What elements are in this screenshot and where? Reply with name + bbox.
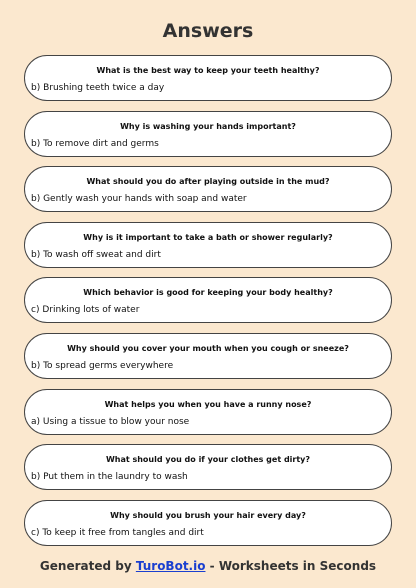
answer-card xyxy=(24,222,392,268)
answer-text: b) Brushing teeth twice a day xyxy=(31,83,165,93)
question-text: Why should you cover your mouth when you cough or sneeze? xyxy=(67,343,349,353)
answers-list xyxy=(24,55,392,555)
question-text: Why should you brush your hair every day? xyxy=(110,510,306,520)
answer-text: b) Put them in the laundry to wash xyxy=(31,472,188,483)
answer-text: c) Drinking lots of water xyxy=(31,305,140,316)
answer-card xyxy=(24,500,392,546)
answer-text: c) To keep it free from tangles and dirt xyxy=(31,527,204,538)
question-text: Which behavior is good for keeping your body healthy? xyxy=(83,288,333,298)
question-text: Why is washing your hands important? xyxy=(120,121,296,131)
question-text: What helps you when you have a runny nose? xyxy=(104,399,312,409)
question-text: What should you do after playing outside in the mud? xyxy=(86,177,330,187)
answer-card xyxy=(24,444,392,490)
footer xyxy=(0,559,416,573)
answer-card xyxy=(24,389,392,435)
question-text: What should you do if your clothes get dirty? xyxy=(105,455,311,465)
footer-suffix: - Worksheets in Seconds xyxy=(209,559,377,573)
answer-text: b) To spread germs everywhere xyxy=(31,360,174,371)
question-text: What is the best way to keep your teeth healthy? xyxy=(96,66,320,75)
page-title: Answers xyxy=(162,20,254,42)
answer-card xyxy=(24,55,392,101)
answer-card xyxy=(24,166,392,212)
answer-card xyxy=(24,277,392,323)
answer-text: b) To wash off sweat and dirt xyxy=(31,249,161,260)
answer-text: a) Using a tissue to blow your nose xyxy=(31,416,190,427)
answer-card xyxy=(24,333,392,379)
answer-text: b) Gently wash your hands with soap and water xyxy=(31,194,247,205)
answer-text: b) To remove dirt and germs xyxy=(31,138,159,149)
turobot-link[interactable]: TuroBot.io xyxy=(135,559,206,573)
question-text: Why is it important to take a bath or shower regularly? xyxy=(83,232,333,242)
footer-prefix: Generated by xyxy=(39,559,132,573)
answer-card xyxy=(24,111,392,157)
